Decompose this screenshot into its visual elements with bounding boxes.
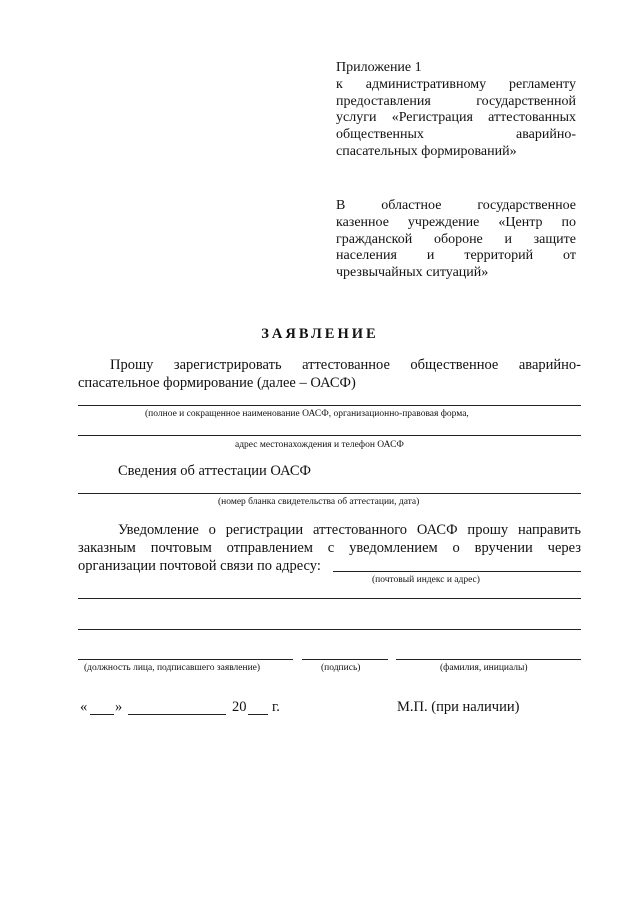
date-year-prefix: 20 [232,699,247,715]
addressee-line: гражданской обороне и защите [336,231,576,247]
addressee-line: населения и территорий от [336,248,576,264]
appendix-line: услуги «Регистрация аттестованных [336,110,576,126]
addressee-line: казенное учреждение «Центр по [336,214,576,230]
date-year-suffix: г. [272,699,280,715]
addressee-line: чрезвычайных ситуаций» [336,265,489,281]
position-field[interactable] [78,659,293,660]
appendix-line: к административному регламенту [336,76,576,92]
date-month-field[interactable] [128,714,226,715]
caption-address: адрес местонахождения и телефон ОАСФ [235,440,404,450]
request-line-1: Прошу зарегистрировать аттестованное общественное аварийно- [110,357,581,373]
notice-line-2: заказным почтовым отправлением с уведомлением о вручении через [78,540,581,556]
signature-field[interactable] [302,659,388,660]
addressee-block [336,198,576,282]
caption-surname: (фамилия, инициалы) [440,663,528,673]
stamp-label: М.П. (при наличии) [397,699,520,715]
appendix-line: спасательных формирований» [336,143,517,159]
addressee-line: В областное государственное [336,198,576,213]
date-open-quote: « [80,699,88,715]
attestation-field[interactable] [78,493,581,494]
caption-signature: (подпись) [321,663,361,673]
caption-attestation: (номер бланка свидетельства об аттестации, дата) [218,497,420,507]
request-paragraph [78,356,581,392]
caption-position: (должность лица, подписавшего заявление) [84,663,261,673]
request-line-2: спасательное формирование (далее – ОАСФ) [78,375,356,391]
postal-address-field[interactable] [333,571,581,572]
appendix-block [336,60,576,161]
surname-field[interactable] [396,659,581,660]
postal-address-field-2[interactable] [78,598,581,599]
postal-address-field-3[interactable] [78,629,581,630]
caption-postal: (почтовый индекс и адрес) [372,575,480,585]
notice-paragraph [78,521,581,575]
caption-name: (полное и сокращенное наименование ОАСФ, организационно-правовая форма, [145,409,469,419]
date-close-quote: » [115,699,123,715]
notice-line-3: организации почтовой связи по адресу: [78,558,321,574]
date-year-field[interactable] [248,714,268,715]
date-day-field[interactable] [90,714,114,715]
oasf-name-field[interactable] [78,405,581,406]
appendix-line: общественных аварийно- [336,127,576,143]
document-title: ЗАЯВЛЕНИЕ [261,326,379,342]
appendix-line: предоставления государственной [336,93,576,109]
attestation-heading: Сведения об аттестации ОАСФ [118,463,312,479]
appendix-line: Приложение 1 [336,60,422,75]
oasf-address-field[interactable] [78,435,581,436]
notice-line-1: Уведомление о регистрации аттестованного ОАСФ прошу направить [118,522,581,538]
